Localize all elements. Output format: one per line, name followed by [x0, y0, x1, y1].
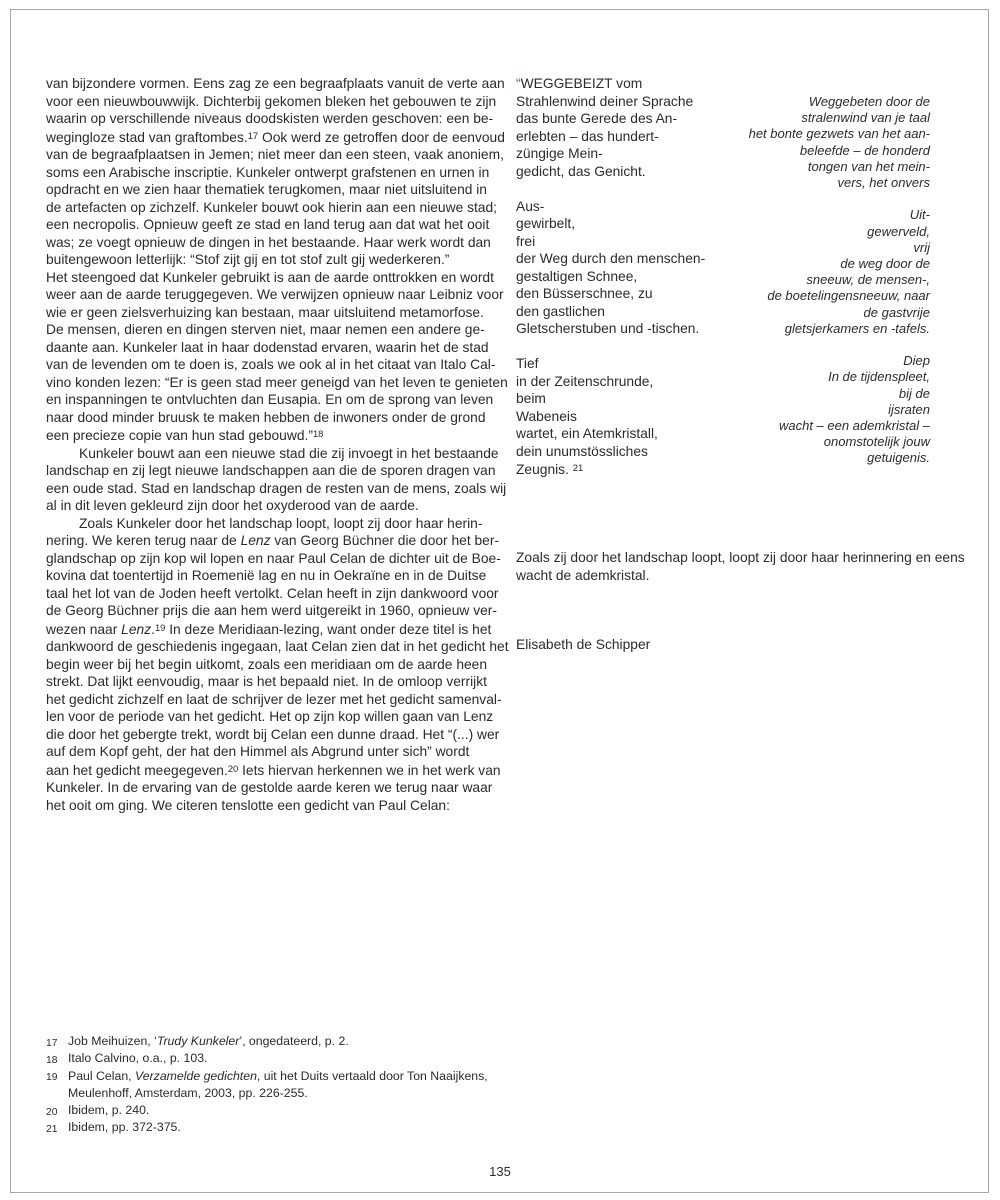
closing-text: [516, 549, 976, 585]
footnote: [46, 1050, 516, 1067]
text-line: Gletscherstuben und -tischen.: [516, 321, 700, 336]
text-line: begin weer bij het begin uitkomt, zoals een meridiaan om de aarde heen: [46, 656, 488, 672]
text-line: weer aan de aarde teruggegeven. We verwijzen opnieuw naar Leibniz voor: [46, 287, 504, 302]
text-line: der Weg durch den menschen-: [516, 251, 706, 266]
text-line: gedicht, das Genicht.: [516, 163, 646, 179]
text-line: vrij: [913, 239, 930, 255]
footnote-number: 20: [46, 1106, 58, 1118]
text-line: wegingloze stad van graftombes.$^{17}$ Ook werd ze getroffen door de eenvoud: [46, 129, 505, 145]
main-text-column: [46, 75, 536, 814]
text-line: van bijzondere vormen. Eens zag ze een begraafplaats vanuit de verte aan: [46, 76, 505, 91]
text-line: Strahlenwind deiner Sprache: [516, 93, 694, 109]
text-line: van de levenden om te doen is, zoals we ook al in het citaat van Italo Cal-: [46, 357, 496, 372]
page-number: 135: [489, 1164, 511, 1179]
text-line: de Georg Büchner prijs die aan hem werd uitgereikt in 1960, opnieuw ver-: [46, 603, 497, 618]
text-line: [690, 337, 930, 353]
text-line: Zoals Kunkeler door het landschap loopt, loopt zij door haar herin-: [79, 515, 483, 531]
footnote-number: 18: [46, 1054, 58, 1066]
text-line: strekt. Dat lijkt eenvoudig, maar is het bepaald niet. In de omloop verrijkt: [46, 674, 487, 689]
text-line: en inspanningen te ontvluchten dan Eusapia. En om de sprong van leven: [46, 392, 494, 407]
text-line: waarin op verschillende niveaus doodskisten werden geschoven: een be-: [46, 111, 494, 126]
text-line: Aus-: [516, 198, 545, 214]
text-line: wacht de ademkristal.: [516, 568, 650, 583]
text-line: beim: [516, 391, 546, 406]
footnote-number: 19: [46, 1072, 58, 1084]
text-line: landschap en zij legt nieuwe landschappen aan die de sporen dragen van: [46, 463, 496, 478]
text-line: Ibidem, p. 240.: [68, 1103, 150, 1118]
footnote-number: 21: [46, 1123, 58, 1135]
text-line: opdracht en we zien haar thematiek terugkomen, maar niet uitsluitend in: [46, 182, 487, 197]
text-line: [690, 191, 930, 207]
text-line: van de begraafplaatsen in Jemen; niet meer dan een steen, vaak anoniem,: [46, 147, 504, 162]
text-line: “WEGGEBEIZT vom: [516, 76, 643, 91]
text-line: Weggebeten door de: [808, 94, 930, 109]
text-line: de weg door de: [840, 256, 930, 272]
footnote-number: 17: [46, 1037, 58, 1049]
text-line: Job Meihuizen, ‘Trudy Kunkeler’, ongedateerd, p. 2.: [68, 1034, 349, 1048]
text-line: ijsraten: [888, 401, 930, 417]
text-line: de boetelingensneeuw, naar: [767, 288, 930, 304]
text-line: gletsjerkamers en -tafels.: [784, 320, 930, 336]
text-line: Paul Celan, Verzamelde gedichten, uit het Duits vertaald door Ton Naaijkens,: [68, 1068, 488, 1083]
text-line: getuigenis.: [867, 450, 930, 466]
text-line: In de tijdenspleet,: [828, 369, 930, 385]
text-line: een precieze copie van hun stad gebouwd.”$^{18}$: [46, 428, 324, 443]
text-line: het gedicht zichzelf en laat de schrijver de lezer met het gedicht samenval-: [46, 691, 502, 707]
poem-translation-column: [690, 94, 930, 467]
text-line: soms een Arabische inscriptie. Kunkeler ontwerpt grafstenen en urnen in: [46, 164, 490, 180]
text-line: in der Zeitenschrunde,: [516, 373, 654, 389]
text-line: taal het lot van de Joden heeft vertolkt. Celan heeft in zijn dankwoord voor: [46, 585, 499, 601]
footnote: [46, 1119, 516, 1136]
text-line: tongen van het mein-: [807, 158, 930, 174]
text-line: Tief: [516, 356, 539, 371]
text-line: naar dood minder bruusk te maken hebben de inwoners onder de grond: [46, 409, 486, 425]
text-line: sneeuw, de mensen-,: [806, 272, 930, 288]
text-line: gestaltigen Schnee,: [516, 268, 638, 284]
text-line: auf dem Kopf geht, der hat den Himmel als Abgrund unter sich” wordt: [46, 744, 470, 759]
text-line: dankwoord de geschiedenis ingegaan, laat Celan zien dat in het gedicht het: [46, 639, 509, 654]
text-line: Diep: [903, 353, 930, 369]
text-line: daante aan. Kunkeler laat in haar dodenstad ervaren, waarin het de stad: [46, 339, 489, 355]
text-line: vino konden lezen: “Er is geen stad meer geneigd van het leven te genieten: [46, 374, 508, 390]
text-line: bij de: [898, 385, 930, 401]
text-line: wie er geen zielsverhuizing kan bestaan, maar uitsluitend metamorfose.: [46, 304, 484, 320]
text-line: gewerveld,: [867, 223, 930, 239]
text-line: de gastvrije: [863, 304, 930, 320]
text-line: wartet, ein Atemkristall,: [516, 426, 658, 441]
text-line: das bunte Gerede des An-: [516, 111, 678, 126]
text-line: een oude stad. Stad en landschap dragen de resten van de mens, zoals wij: [46, 480, 507, 496]
text-line: dein unumstössliches: [516, 443, 648, 459]
text-line: den Büsserschnee, zu: [516, 286, 653, 301]
text-line: glandschap op zijn kop wil lopen en naar Paul Celan de dichter uit de Boe-: [46, 550, 501, 566]
text-line: Uit-: [909, 207, 930, 223]
text-line: beleefde – de honderd: [799, 142, 930, 158]
text-line: aan het gedicht meegegeven.$^{20}$ Iets hiervan herkennen we in het werk van: [46, 762, 501, 778]
text-line: wacht – een ademkristal –: [778, 418, 930, 434]
author-name: Elisabeth de Schipper: [516, 637, 651, 652]
footnotes: [46, 1033, 516, 1137]
text-line: de artefacten op zichzelf. Kunkeler bouwt ook hierin aan een nieuwe stad;: [46, 199, 497, 215]
text-line: een necropolis. Opnieuw geeft ze stad en land terug aan dat wat het ooit: [46, 217, 490, 232]
text-line: het bonte gezwets van het aan-: [748, 126, 930, 142]
text-line: het ooit om ging. We citeren tenslotte een gedicht van Paul Celan:: [46, 797, 450, 813]
text-line: len voor de periode van het gedicht. Het op zijn kop willen gaan van Lenz: [46, 709, 494, 724]
text-line: kovina dat toentertijd in Roemenië lag en nu in Oekraïne en in de Duitse: [46, 568, 487, 583]
text-line: die door het gebergte trekt, wordt bij Celan een dunne draad. Het “(...) wer: [46, 726, 500, 742]
text-line: wezen naar Lenz.$^{19}$ In deze Meridiaan-lezing, want onder deze titel is het: [46, 621, 492, 637]
text-line: Ibidem, pp. 372-375.: [68, 1120, 181, 1135]
text-line: den gastlichen: [516, 303, 605, 319]
text-line: Zeugnis. $^{21}$: [516, 462, 584, 477]
text-line: onomstotelijk jouw: [823, 434, 930, 450]
text-line: Zoals zij door het landschap loopt, loopt zij door haar herinnering en eens: [516, 550, 965, 565]
text-line: Meulenhoff, Amsterdam, 2003, pp. 226-255.: [68, 1085, 308, 1100]
text-line: buitengewoon letterlijk: “Stof zijt gij en tot stof zult gij wederkeren.”: [46, 252, 450, 267]
text-line: vers, het onvers: [837, 175, 930, 191]
footnote: [46, 1068, 516, 1103]
text-line: züngige Mein-: [516, 146, 603, 161]
text-line: voor een nieuwbouwwijk. Dichterbij gekomen bleken het gebouwen te zijn: [46, 93, 497, 109]
text-line: Wabeneis: [516, 408, 577, 424]
text-line: Kunkeler bouwt aan een nieuwe stad die zij invoegt in het bestaande: [79, 445, 499, 461]
text-line: Het steengoed dat Kunkeler gebruikt is aan de aarde onttrokken en wordt: [46, 269, 494, 285]
footnote: [46, 1033, 516, 1050]
text-line: nering. We keren terug naar de Lenz van Georg Büchner die door het ber-: [46, 533, 500, 548]
text-line: Italo Calvino, o.a., p. 103.: [68, 1051, 208, 1066]
text-line: was; ze voegt opnieuw de dingen in het bestaande. Haar werk wordt dan: [46, 234, 491, 250]
text-line: stralenwind van je taal: [801, 110, 930, 126]
text-line: frei: [516, 233, 536, 249]
text-line: Kunkeler. In de ervaring van de gestolde aarde keren we terug naar waar: [46, 780, 493, 795]
text-line: De mensen, dieren en dingen sterven niet, maar nemen een andere ge-: [46, 322, 485, 337]
footnote: [46, 1102, 516, 1119]
text-line: erlebten – das hundert-: [516, 128, 659, 144]
text-line: gewirbelt,: [516, 216, 576, 231]
text-line: al in dit leven gekleurd zijn door het oxyderood van de aarde.: [46, 498, 419, 513]
